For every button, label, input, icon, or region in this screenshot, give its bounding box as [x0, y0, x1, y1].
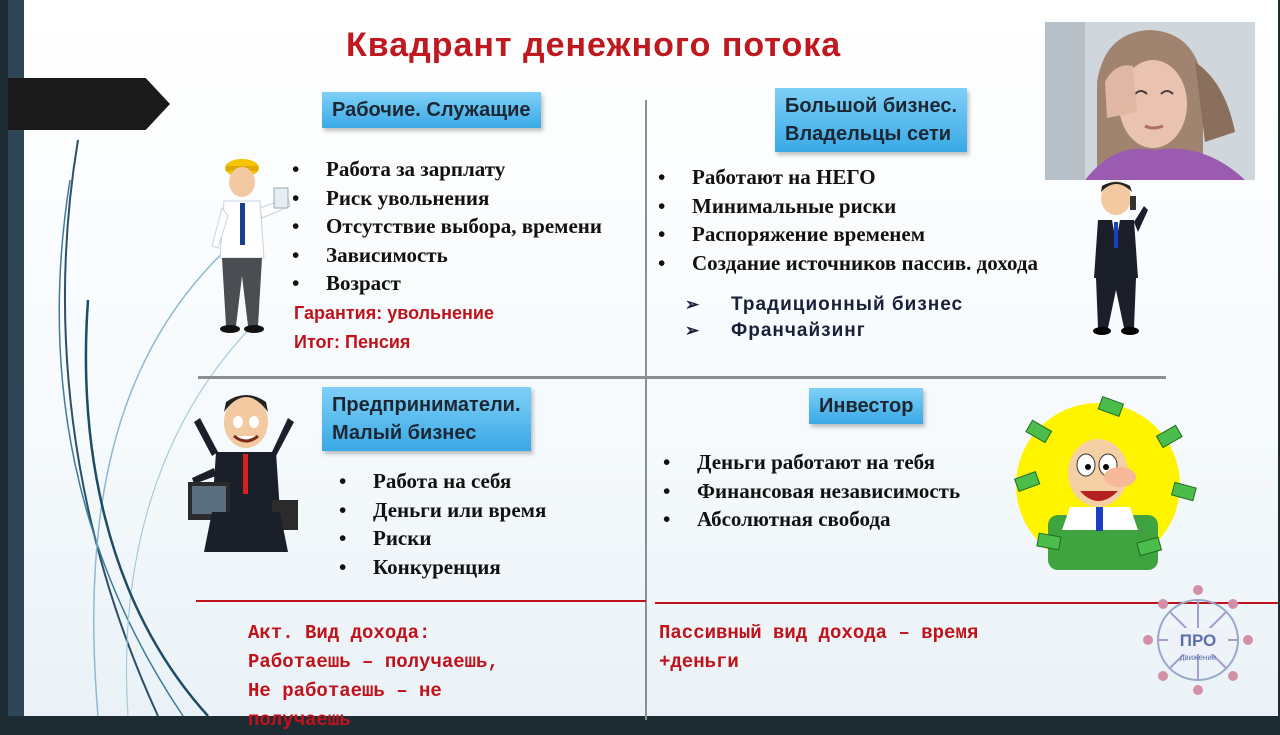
list-item: ➢ Франчайзинг	[685, 318, 963, 344]
webcam-feed-icon	[1045, 22, 1255, 180]
list-item: • Создание источников пассив. дохода	[658, 249, 1038, 278]
q2-header-line1: Большой бизнес.	[785, 95, 958, 117]
list-item: • Риск увольнения	[292, 184, 602, 213]
list-item: • Возраст	[292, 269, 602, 298]
q4-list	[663, 448, 960, 534]
list-item: • Риски	[339, 524, 546, 553]
q1-guarantee-note: Гарантия: увольнение	[294, 303, 494, 323]
q2-header	[775, 88, 967, 152]
multitasking-entrepreneur-icon	[188, 382, 300, 562]
swoosh-decoration	[8, 0, 308, 716]
list-item: • Зависимость	[292, 241, 602, 270]
list-item: • Работа на себя	[339, 467, 546, 496]
bottom-right-line2: +деньги	[659, 651, 739, 673]
q2-list	[658, 163, 1038, 277]
slide-title: Квадрант денежного потока	[346, 26, 842, 64]
list-item: • Финансовая независимость	[663, 477, 960, 506]
q3-list	[339, 467, 546, 581]
q2-sublist	[685, 292, 963, 344]
list-item: ➢ Традиционный бизнес	[685, 292, 963, 318]
businessman-phone-icon	[1084, 178, 1154, 338]
q3-header-line1: Предприниматели.	[332, 394, 521, 416]
pro-dvizhenie-logo	[1138, 580, 1258, 700]
list-item: • Отсутствие выбора, времени	[292, 212, 602, 241]
vertical-divider	[645, 100, 647, 720]
bottom-left-line4: получаешь	[248, 709, 351, 731]
logo-main-text: ПРО	[1179, 631, 1217, 650]
list-item: • Распоряжение временем	[658, 220, 1038, 249]
bottom-right-line1: Пассивный вид дохода – время	[659, 622, 979, 644]
construction-worker-icon	[204, 146, 294, 336]
horizontal-divider	[198, 376, 1166, 379]
q3-header	[322, 387, 531, 451]
list-item: • Деньги или время	[339, 496, 546, 525]
q2-header-line2: Владельцы сети	[785, 123, 952, 145]
red-divider-left	[196, 600, 646, 602]
list-item: • Конкуренция	[339, 553, 546, 582]
q1-list	[292, 155, 602, 298]
q3-header-line2: Малый бизнес	[332, 422, 477, 444]
bottom-left-line1: Акт. Вид дохода:	[248, 622, 431, 644]
bottom-left-line2: Работаешь – получаешь,	[248, 651, 499, 673]
list-item: • Абсолютная свобода	[663, 505, 960, 534]
list-item: • Деньги работают на тебя	[663, 448, 960, 477]
q4-header: Инвестор	[809, 388, 923, 424]
investor-money-icon	[1008, 395, 1200, 577]
list-item: • Минимальные риски	[658, 192, 1038, 221]
q1-header: Рабочие. Служащие	[322, 92, 541, 128]
presenter-webcam	[1045, 22, 1255, 180]
bottom-left-line3: Не работаешь – не	[248, 680, 442, 702]
logo-sub-text: движение	[1179, 653, 1217, 662]
list-item: • Работают на НЕГО	[658, 163, 1038, 192]
q1-result-note: Итог: Пенсия	[294, 332, 411, 352]
list-item: • Работа за зарплату	[292, 155, 602, 184]
slide	[8, 0, 1278, 731]
